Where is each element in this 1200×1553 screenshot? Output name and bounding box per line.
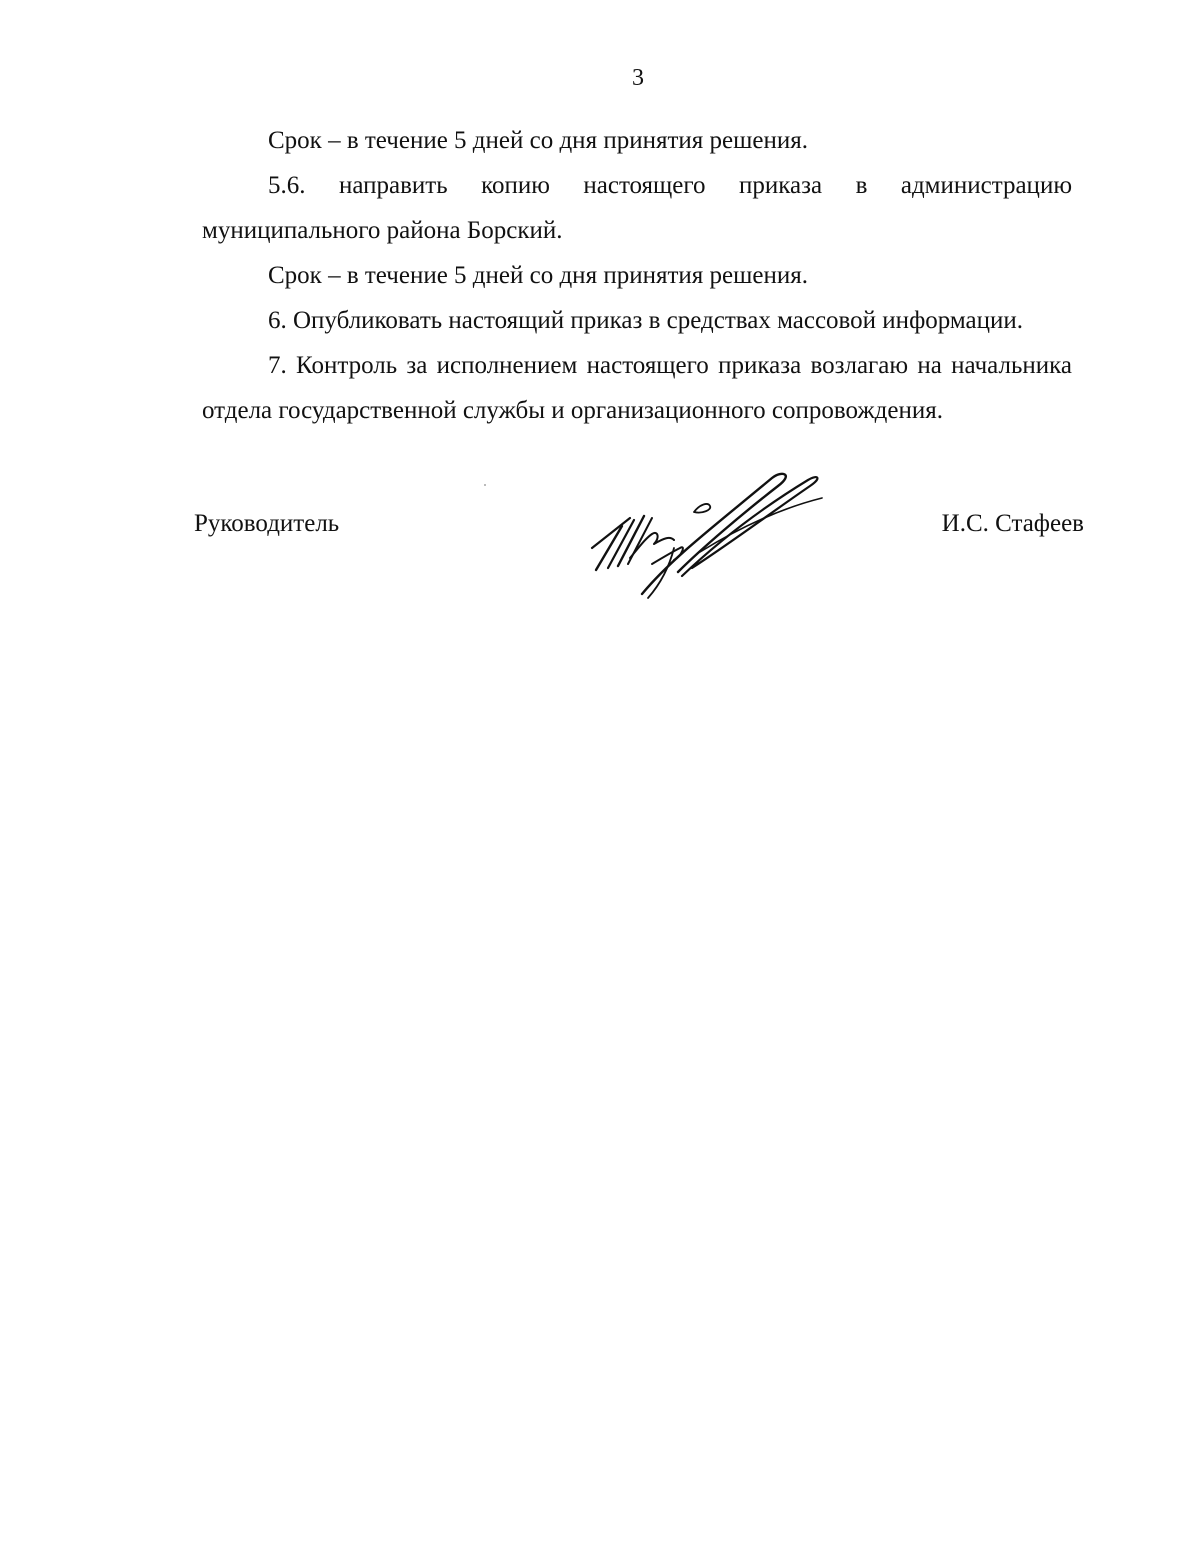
signature-block bbox=[194, 500, 1084, 610]
scan-speck bbox=[484, 484, 486, 486]
document-body bbox=[202, 118, 1072, 433]
signatory-title: Руководитель bbox=[194, 510, 340, 537]
handwritten-signature-icon bbox=[582, 468, 832, 603]
paragraph-item-5-6: 5.6. направить копию настоящего приказа в администрацию муниципального района Борский. bbox=[202, 172, 1072, 244]
paragraph-item-6: 6. Опубликовать настоящий приказ в средствах массовой информации. bbox=[268, 307, 1024, 334]
page-number: 3 bbox=[632, 65, 644, 91]
paragraph-item-7: 7. Контроль за исполнением настоящего приказа возлагаю на начальника отдела государственной службы и организационного сопровождения. bbox=[202, 352, 1072, 424]
paragraph-deadline-2: Срок – в течение 5 дней со дня принятия решения. bbox=[268, 262, 808, 289]
paragraph-deadline-1: Срок – в течение 5 дней со дня принятия решения. bbox=[268, 127, 808, 154]
signatory-name: И.С. Стафеев bbox=[941, 510, 1084, 537]
